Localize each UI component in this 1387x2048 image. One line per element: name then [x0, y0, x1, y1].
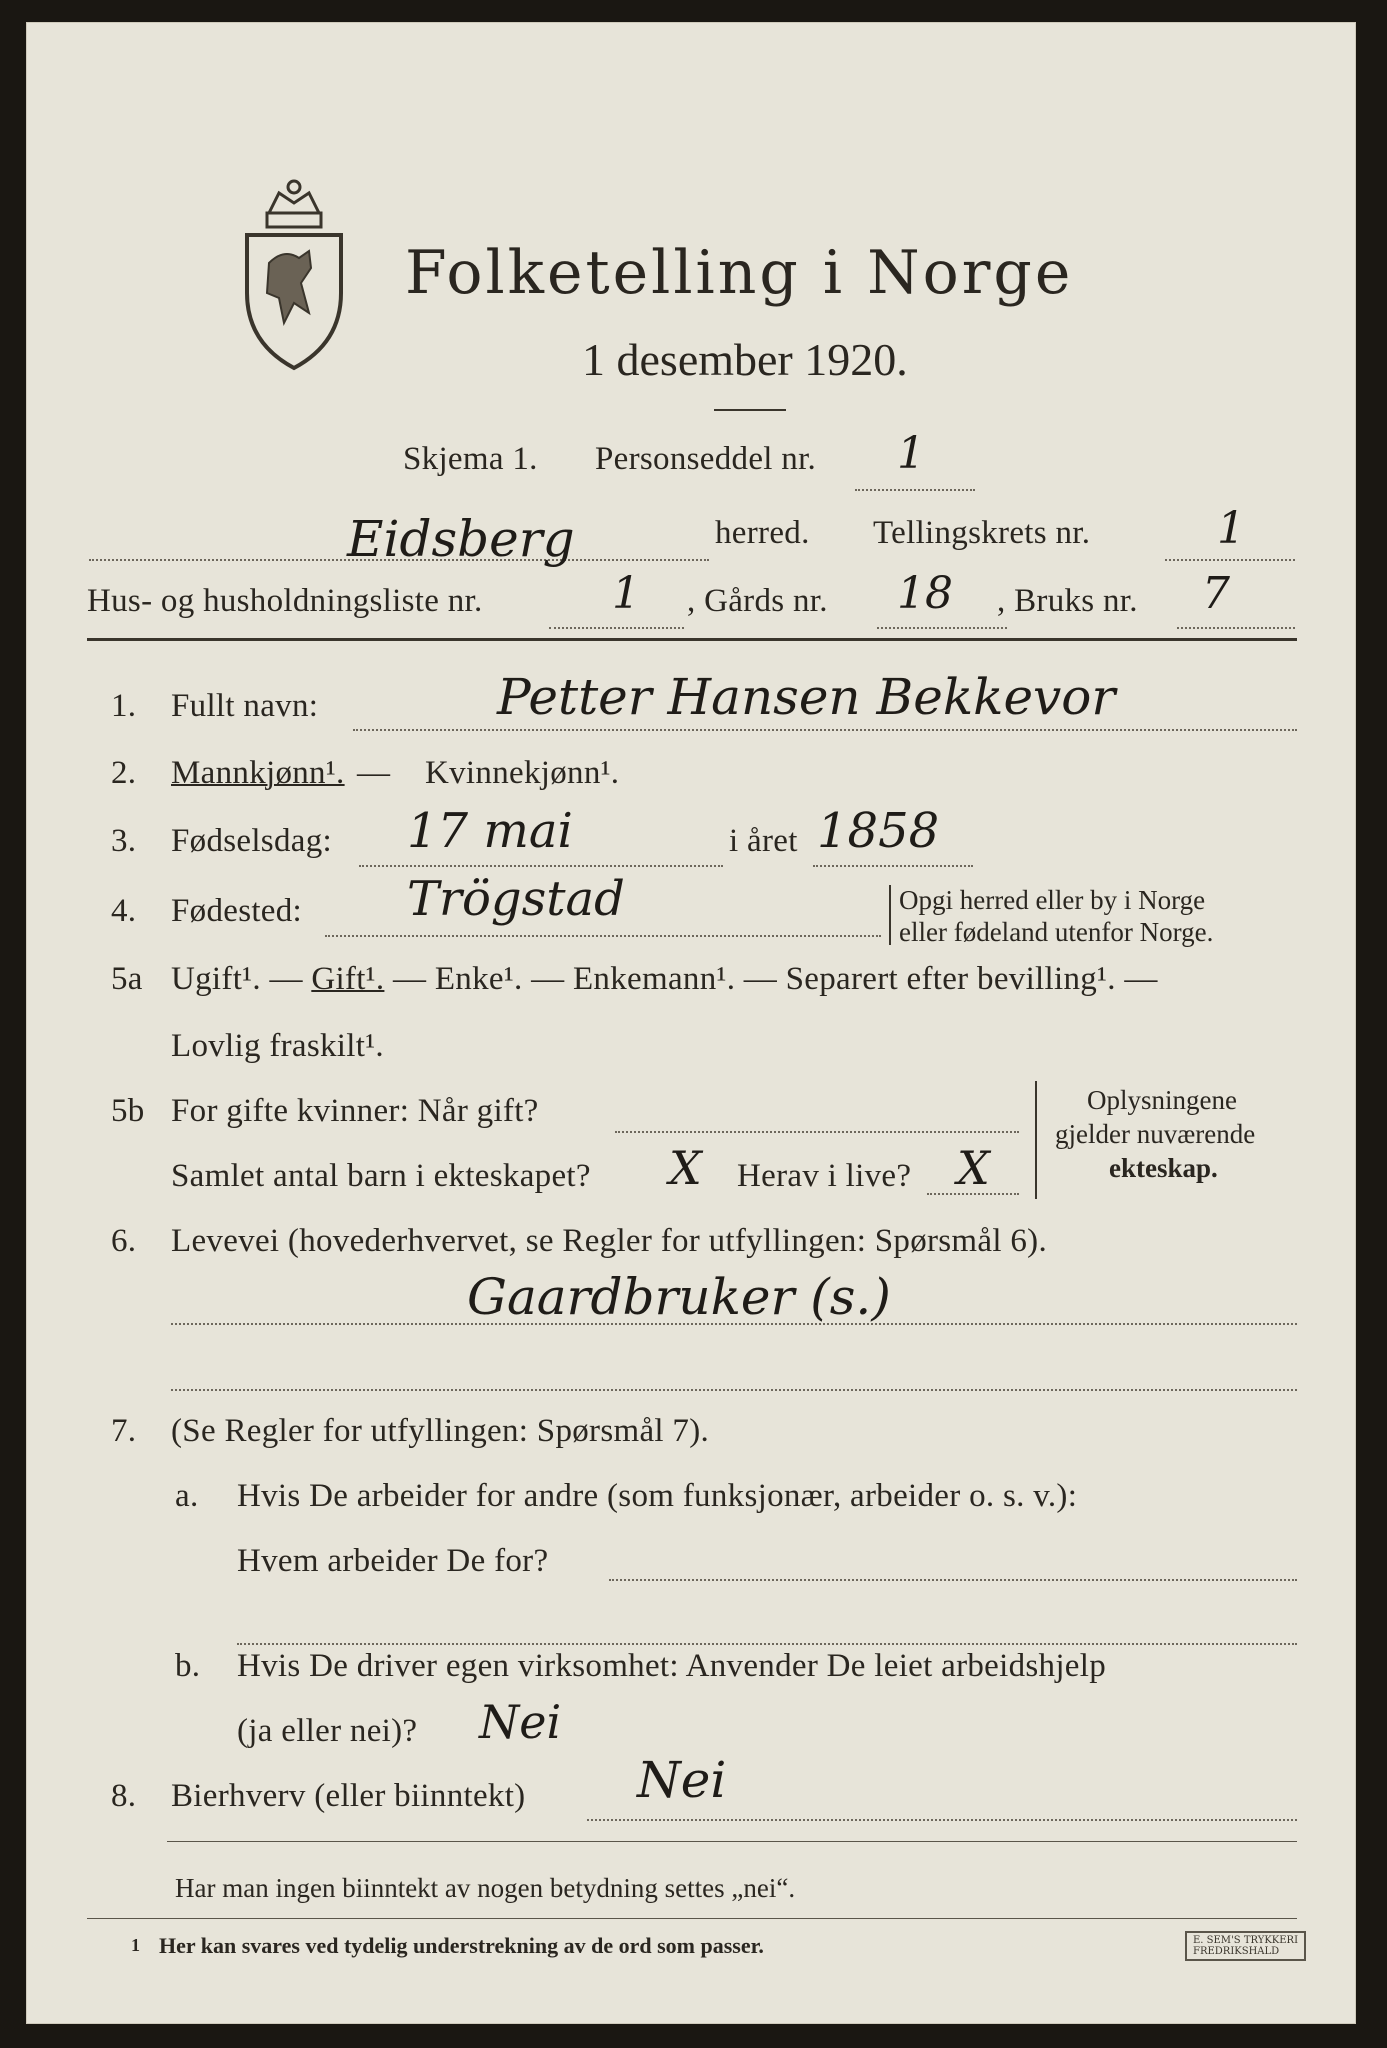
q5b-married-label: For gifte kvinner: Når gift?	[171, 1093, 539, 1129]
form-title: Folketelling i Norge	[405, 238, 1074, 308]
footer-note: Har man ingen biinntekt av nogen betydning settes „nei“.	[175, 1873, 796, 1903]
census-form	[26, 22, 1356, 2024]
q7a-text: Hvis De arbeider for andre (som funksjonær, arbeider o. s. v.):	[237, 1478, 1078, 1514]
q2-number: 2.	[111, 755, 137, 791]
herred-value[interactable]: Eidsberg	[347, 510, 575, 568]
q3-year[interactable]: 1858	[817, 803, 940, 859]
q7a-line1	[609, 1579, 1297, 1581]
q8-value[interactable]: Nei	[637, 1751, 727, 1809]
q2-separator: —	[357, 755, 391, 791]
personseddel-line	[855, 489, 975, 491]
gards-line	[877, 627, 1007, 629]
q5a-dash1: —	[260, 961, 312, 997]
q7b-question: (ja eller nei)?	[237, 1713, 418, 1749]
q8-label: Bierhverv (eller biinntekt)	[171, 1778, 526, 1814]
q7a-letter: a.	[175, 1478, 199, 1514]
q4-birthplace[interactable]: Trögstad	[407, 871, 625, 927]
q5b-note-line3: ekteskap.	[1109, 1153, 1218, 1183]
gards-label: , Gårds nr.	[687, 583, 828, 619]
q3-number: 3.	[111, 823, 137, 859]
bruks-label: , Bruks nr.	[997, 583, 1138, 619]
q5b-number: 5b	[111, 1093, 145, 1129]
q5a-gift-option[interactable]: Gift¹.	[311, 961, 385, 997]
bruks-value[interactable]: 7	[1202, 568, 1230, 619]
q8-number: 8.	[111, 1778, 137, 1814]
footnote-text: Her kan svares ved tydelig understrekning av de ord som passer.	[159, 1933, 764, 1958]
q4-label: Fødested:	[171, 893, 303, 929]
q3-year-label: i året	[729, 823, 798, 859]
q7b-letter: b.	[175, 1648, 201, 1684]
q7a-line2	[237, 1643, 1297, 1645]
q4-brace	[889, 885, 893, 945]
q3-birthday[interactable]: 17 mai	[407, 803, 573, 859]
q5a-line1	[171, 961, 1158, 998]
q7a-question: Hvem arbeider De for?	[237, 1543, 549, 1579]
bruks-line	[1177, 627, 1295, 629]
printer-stamp-line1: E. SEM'S TRYKKERI	[1193, 1935, 1299, 1946]
q5b-note-line2: gjelder nuværende	[1055, 1119, 1256, 1149]
q4-note-line2: eller fødeland utenfor Norge.	[899, 917, 1214, 947]
q5a-enke-option[interactable]: Enke¹.	[434, 961, 523, 997]
footnote-divider	[87, 1918, 1297, 1919]
q5b-children-label: Samlet antal barn i ekteskapet?	[171, 1158, 591, 1194]
q7-label: (Se Regler for utfyllingen: Spørsmål 7).	[171, 1413, 710, 1449]
q4-number: 4.	[111, 893, 137, 929]
hus-value[interactable]: 1	[612, 568, 640, 619]
gards-value[interactable]: 18	[897, 568, 953, 619]
q6-occupation[interactable]: Gaardbruker (s.)	[467, 1268, 891, 1326]
skjema-label: Skjema 1.	[403, 441, 538, 477]
tellingskrets-value[interactable]: 1	[1217, 503, 1245, 554]
q1-line	[353, 729, 1297, 731]
census-date: 1 desember 1920.	[582, 334, 908, 385]
q3-label: Fødselsdag:	[171, 823, 332, 859]
q1-label: Fullt navn:	[171, 688, 319, 724]
q5b-alive-label: Herav i live?	[737, 1158, 912, 1194]
q5a-rest-options[interactable]: — Enkemann¹. — Separert efter bevilling¹. —	[522, 961, 1158, 997]
header-divider	[87, 638, 1297, 641]
q5b-married-line	[615, 1131, 1019, 1133]
norway-coat-of-arms-icon	[239, 173, 349, 377]
q7-number: 7.	[111, 1413, 137, 1449]
q5b-brace	[1035, 1081, 1047, 1199]
q5a-number: 5a	[111, 961, 143, 997]
q6-line2	[171, 1389, 1297, 1391]
q6-label: Levevei (hovederhvervet, se Regler for utfyllingen: Spørsmål 6).	[171, 1223, 1048, 1259]
q5a-fraskilt-option[interactable]: Lovlig fraskilt¹.	[171, 1028, 384, 1064]
tellingskrets-line	[1165, 559, 1295, 561]
q8-line	[587, 1819, 1297, 1821]
q3-year-line	[813, 865, 973, 867]
printer-stamp-line2: FREDRIKSHALD	[1193, 1946, 1280, 1957]
hus-label: Hus- og husholdningsliste nr.	[87, 583, 483, 619]
q4-note-line1: Opgi herred eller by i Norge	[899, 885, 1206, 915]
herred-label: herred.	[715, 515, 810, 551]
q7b-text: Hvis De driver egen virksomhet: Anvender De leiet arbeidshjelp	[237, 1648, 1107, 1684]
q2-mann-option[interactable]: Mannkjønn¹.	[171, 755, 345, 791]
title-divider	[714, 409, 786, 411]
tellingskrets-label: Tellingskrets nr.	[873, 515, 1091, 551]
q7b-value[interactable]: Nei	[479, 1695, 562, 1749]
q6-line1	[171, 1323, 1297, 1325]
q5b-children-value[interactable]: X	[669, 1141, 702, 1195]
q1-full-name[interactable]: Petter Hansen Bekkevor	[497, 668, 1116, 726]
personseddel-value[interactable]: 1	[897, 428, 925, 479]
q5a-dash2: —	[384, 961, 435, 997]
q3-line	[359, 865, 723, 867]
q5b-alive-value[interactable]: X	[957, 1141, 990, 1195]
q1-number: 1.	[111, 688, 137, 724]
hus-line	[549, 627, 684, 629]
q5a-ugift-option[interactable]: Ugift¹.	[171, 961, 261, 997]
footer-divider	[167, 1841, 1297, 1842]
q5b-note-line1: Oplysningene	[1087, 1085, 1237, 1115]
personseddel-label: Personseddel nr.	[595, 441, 817, 477]
q4-line	[325, 935, 881, 937]
printer-stamp	[1185, 1931, 1306, 1961]
footnote-number: 1	[131, 1935, 140, 1955]
q2-kvinne-option[interactable]: Kvinnekjønn¹.	[425, 755, 620, 791]
q6-number: 6.	[111, 1223, 137, 1259]
